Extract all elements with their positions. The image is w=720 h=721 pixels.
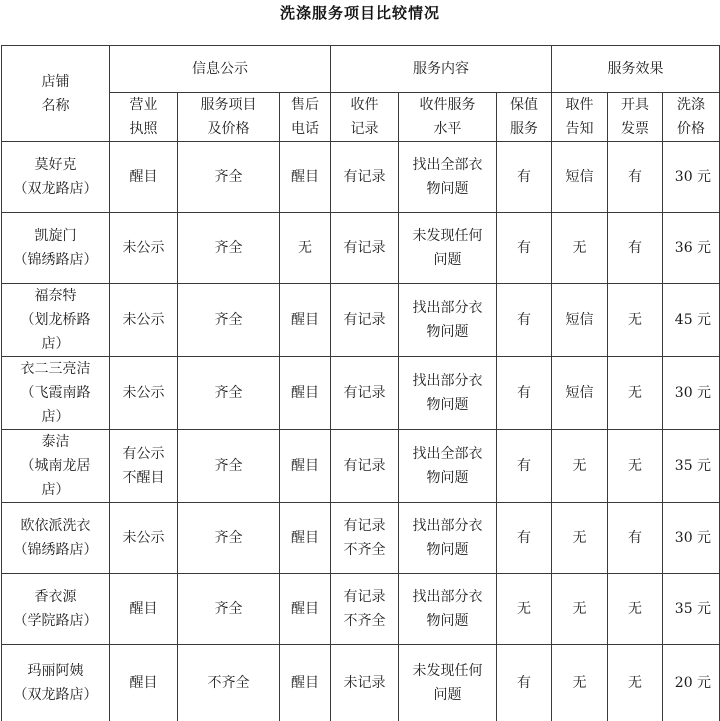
- cell-text-line: 泰洁: [4, 430, 107, 454]
- cell-text-line: 齐全: [180, 165, 277, 189]
- cell-pickup-notice: 无: [552, 430, 608, 503]
- cell-text-line: （城南龙居: [4, 454, 107, 478]
- cell-aftersale-phone: [280, 357, 331, 430]
- subheader-pickup-notice: 取件 告知: [552, 93, 608, 142]
- cell-service-price: [178, 430, 280, 503]
- cell-pickup-level: [399, 430, 497, 503]
- cell-invoice: 有: [608, 503, 663, 574]
- cell-license: [110, 284, 178, 357]
- cell-text-line: 未公示: [112, 236, 175, 260]
- cell-pickup-level: [399, 357, 497, 430]
- cell-store: [2, 357, 110, 430]
- cell-text-line: 问题: [401, 683, 494, 707]
- cell-text-line: （划龙桥路: [4, 308, 107, 332]
- cell-text-line: 找出部分衣: [401, 585, 494, 609]
- cell-insured-service: 有: [497, 142, 552, 213]
- table-header-sub-row: [2, 93, 720, 142]
- cell-insured-service: 有: [497, 284, 552, 357]
- subheader-aftersale-phone: 售后 电话: [280, 93, 331, 142]
- cell-wash-price: 30 元: [663, 503, 720, 574]
- cell-aftersale-phone: [280, 503, 331, 574]
- cell-text-line: 香衣源: [4, 585, 107, 609]
- cell-text-line: 有记录: [333, 165, 396, 189]
- cell-pickup-notice: 无: [552, 503, 608, 574]
- cell-pickup-notice: 短信: [552, 284, 608, 357]
- cell-pickup-record: [331, 503, 399, 574]
- subheader-pickup-level: 收件服务 水平: [399, 93, 497, 142]
- cell-aftersale-phone: [280, 142, 331, 213]
- cell-service-price: [178, 645, 280, 721]
- subheader-wash-price: 洗涤 价格: [663, 93, 720, 142]
- cell-text-line: 有记录: [333, 454, 396, 478]
- cell-text-line: 醒目: [282, 165, 328, 189]
- cell-text-line: 玛丽阿姨: [4, 659, 107, 683]
- cell-pickup-level: [399, 645, 497, 721]
- cell-license: [110, 503, 178, 574]
- cell-text-line: 醒目: [282, 308, 328, 332]
- cell-text-line: 有记录: [333, 514, 396, 538]
- cell-text-line: 醒目: [112, 671, 175, 695]
- cell-wash-price: 30 元: [663, 142, 720, 213]
- cell-text-line: 醒目: [282, 454, 328, 478]
- cell-license: [110, 142, 178, 213]
- cell-text-line: 店）: [4, 332, 107, 356]
- store-header-line: 名称: [4, 94, 107, 118]
- cell-invoice: 无: [608, 357, 663, 430]
- store-name-header: [2, 46, 110, 142]
- table-row: [2, 357, 720, 430]
- cell-text-line: 醒目: [282, 671, 328, 695]
- cell-license: [110, 357, 178, 430]
- cell-text-line: 福奈特: [4, 284, 107, 308]
- cell-text-line: 物问题: [401, 177, 494, 201]
- cell-license: [110, 645, 178, 721]
- cell-text-line: 未公示: [112, 381, 175, 405]
- cell-text-line: 醒目: [112, 165, 175, 189]
- cell-text-line: 欧依派洗衣: [4, 514, 107, 538]
- cell-text-line: 不齐全: [180, 671, 277, 695]
- cell-text-line: 凯旋门: [4, 224, 107, 248]
- cell-wash-price: 30 元: [663, 357, 720, 430]
- cell-text-line: 无: [282, 236, 328, 260]
- cell-text-line: 未发现任何: [401, 659, 494, 683]
- cell-pickup-notice: 短信: [552, 357, 608, 430]
- cell-text-line: （飞霞南路: [4, 381, 107, 405]
- cell-insured-service: 有: [497, 430, 552, 503]
- cell-pickup-notice: 无: [552, 574, 608, 645]
- cell-text-line: 物问题: [401, 466, 494, 490]
- cell-insured-service: 有: [497, 503, 552, 574]
- cell-insured-service: 有: [497, 645, 552, 721]
- table-header-group-row: [2, 46, 720, 93]
- subheader-service-price: 服务项目 及价格: [178, 93, 280, 142]
- cell-service-price: [178, 357, 280, 430]
- cell-license: [110, 213, 178, 284]
- cell-wash-price: 35 元: [663, 574, 720, 645]
- group-header-effect: 服务效果: [552, 46, 720, 93]
- cell-text-line: 醒目: [282, 526, 328, 550]
- table-row: [2, 213, 720, 284]
- cell-invoice: 无: [608, 284, 663, 357]
- cell-text-line: （双龙路店）: [4, 683, 107, 707]
- cell-text-line: 不齐全: [333, 609, 396, 633]
- cell-text-line: 有记录: [333, 236, 396, 260]
- cell-text-line: 齐全: [180, 308, 277, 332]
- table-row: [2, 142, 720, 213]
- cell-pickup-level: [399, 574, 497, 645]
- cell-pickup-level: [399, 142, 497, 213]
- cell-invoice: 有: [608, 142, 663, 213]
- cell-invoice: 无: [608, 430, 663, 503]
- cell-text-line: 不醒目: [112, 466, 175, 490]
- cell-pickup-record: [331, 213, 399, 284]
- cell-text-line: 齐全: [180, 526, 277, 550]
- cell-insured-service: 无: [497, 574, 552, 645]
- subheader-pickup-record: 收件 记录: [331, 93, 399, 142]
- cell-text-line: 齐全: [180, 597, 277, 621]
- group-header-content: 服务内容: [331, 46, 552, 93]
- cell-text-line: 店）: [4, 478, 107, 502]
- cell-pickup-level: [399, 503, 497, 574]
- cell-license: [110, 430, 178, 503]
- cell-text-line: 物问题: [401, 393, 494, 417]
- table-row: [2, 503, 720, 574]
- cell-text-line: 未公示: [112, 526, 175, 550]
- subheader-invoice: 开具 发票: [608, 93, 663, 142]
- store-header-line: 店铺: [4, 70, 107, 94]
- cell-text-line: 问题: [401, 248, 494, 272]
- cell-text-line: 未记录: [333, 671, 396, 695]
- cell-text-line: 物问题: [401, 320, 494, 344]
- cell-text-line: 物问题: [401, 609, 494, 633]
- cell-text-line: 齐全: [180, 381, 277, 405]
- cell-service-price: [178, 574, 280, 645]
- table-row: [2, 284, 720, 357]
- cell-text-line: 醒目: [282, 381, 328, 405]
- cell-wash-price: 36 元: [663, 213, 720, 284]
- cell-invoice: 有: [608, 213, 663, 284]
- cell-wash-price: 20 元: [663, 645, 720, 721]
- cell-text-line: 找出全部衣: [401, 442, 494, 466]
- cell-license: [110, 574, 178, 645]
- cell-service-price: [178, 284, 280, 357]
- group-header-info: 信息公示: [110, 46, 331, 93]
- cell-pickup-notice: 短信: [552, 142, 608, 213]
- cell-pickup-record: [331, 645, 399, 721]
- cell-store: [2, 430, 110, 503]
- cell-text-line: （学院路店）: [4, 609, 107, 633]
- cell-pickup-record: [331, 284, 399, 357]
- cell-aftersale-phone: [280, 213, 331, 284]
- cell-store: [2, 645, 110, 721]
- comparison-table: [1, 45, 720, 721]
- cell-text-line: 找出部分衣: [401, 369, 494, 393]
- cell-wash-price: 35 元: [663, 430, 720, 503]
- cell-wash-price: 45 元: [663, 284, 720, 357]
- cell-text-line: 醒目: [112, 597, 175, 621]
- cell-text-line: 衣二三亮洁: [4, 357, 107, 381]
- table-row: [2, 430, 720, 503]
- cell-store: [2, 503, 110, 574]
- table-row: [2, 574, 720, 645]
- subheader-license: 营业 执照: [110, 93, 178, 142]
- cell-text-line: 未公示: [112, 308, 175, 332]
- cell-pickup-notice: 无: [552, 645, 608, 721]
- cell-aftersale-phone: [280, 574, 331, 645]
- cell-aftersale-phone: [280, 645, 331, 721]
- cell-pickup-record: [331, 142, 399, 213]
- cell-text-line: （锦绣路店）: [4, 538, 107, 562]
- cell-store: [2, 142, 110, 213]
- cell-text-line: 醒目: [282, 597, 328, 621]
- cell-store: [2, 574, 110, 645]
- cell-pickup-notice: 无: [552, 213, 608, 284]
- cell-invoice: 无: [608, 645, 663, 721]
- cell-service-price: [178, 142, 280, 213]
- cell-pickup-level: [399, 284, 497, 357]
- cell-insured-service: 有: [497, 213, 552, 284]
- cell-service-price: [178, 503, 280, 574]
- cell-service-price: [178, 213, 280, 284]
- cell-text-line: 不齐全: [333, 538, 396, 562]
- cell-text-line: 物问题: [401, 538, 494, 562]
- cell-aftersale-phone: [280, 284, 331, 357]
- cell-aftersale-phone: [280, 430, 331, 503]
- cell-text-line: 找出部分衣: [401, 514, 494, 538]
- table-row: [2, 645, 720, 721]
- cell-text-line: 有记录: [333, 381, 396, 405]
- cell-text-line: 店）: [4, 405, 107, 429]
- cell-text-line: 有记录: [333, 585, 396, 609]
- cell-pickup-record: [331, 574, 399, 645]
- subheader-insured-service: 保值 服务: [497, 93, 552, 142]
- document-title: 洗涤服务项目比较情况: [0, 2, 720, 24]
- cell-text-line: （锦绣路店）: [4, 248, 107, 272]
- cell-text-line: 找出部分衣: [401, 296, 494, 320]
- cell-invoice: 无: [608, 574, 663, 645]
- cell-text-line: 有公示: [112, 442, 175, 466]
- cell-insured-service: 有: [497, 357, 552, 430]
- cell-pickup-level: [399, 213, 497, 284]
- cell-text-line: 莫好克: [4, 153, 107, 177]
- cell-text-line: （双龙路店）: [4, 177, 107, 201]
- cell-text-line: 齐全: [180, 236, 277, 260]
- cell-text-line: 齐全: [180, 454, 277, 478]
- cell-pickup-record: [331, 357, 399, 430]
- cell-store: [2, 284, 110, 357]
- cell-text-line: 未发现任何: [401, 224, 494, 248]
- cell-store: [2, 213, 110, 284]
- cell-text-line: 找出全部衣: [401, 153, 494, 177]
- cell-text-line: 有记录: [333, 308, 396, 332]
- cell-pickup-record: [331, 430, 399, 503]
